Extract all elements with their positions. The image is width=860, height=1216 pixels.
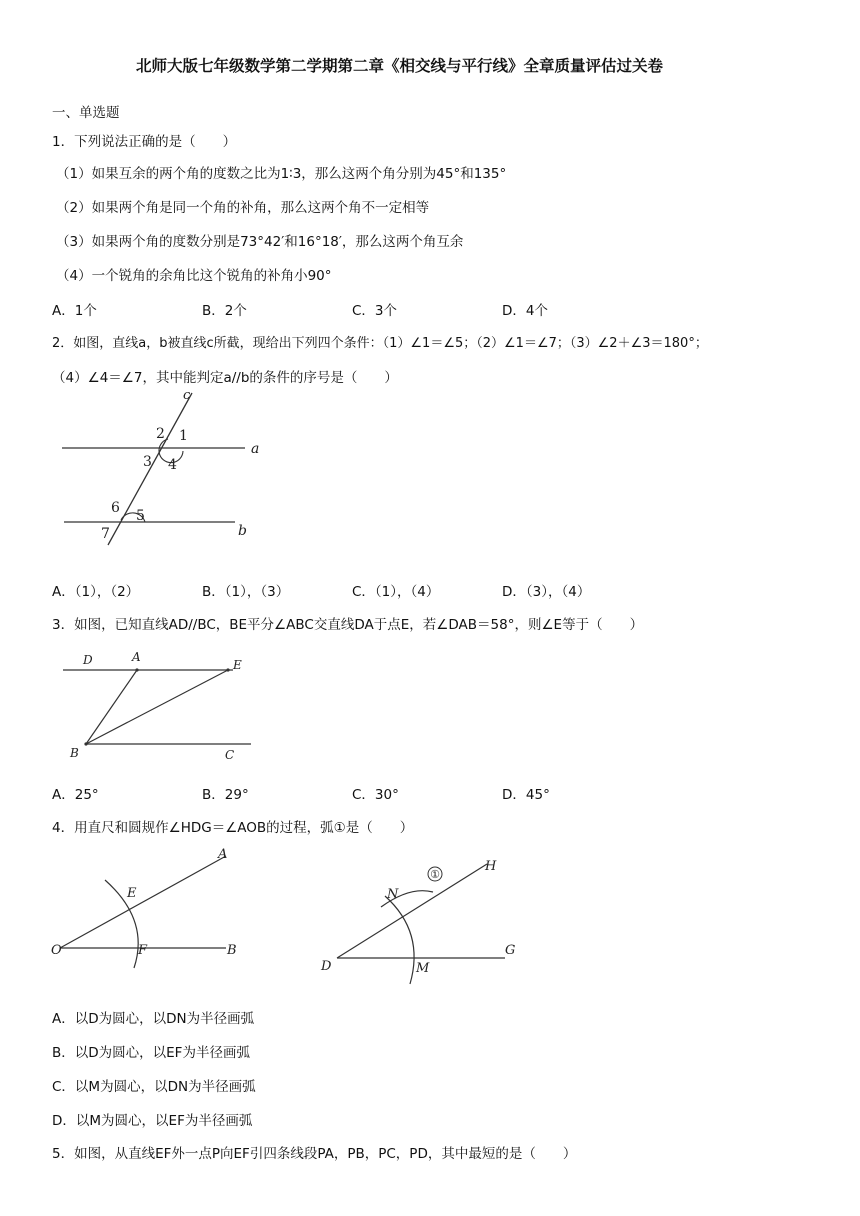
q2-option-d[interactable]: D．（3），（4） (502, 584, 591, 600)
ray-oa (60, 856, 226, 948)
label-n: N (387, 887, 399, 902)
label-2: 2 (156, 426, 165, 442)
q4-figure-2 (315, 852, 535, 992)
label-1: 1 (179, 428, 188, 444)
q1-option-b[interactable]: B．2个 (202, 303, 247, 319)
q1-option-a[interactable]: A．1个 (52, 303, 97, 319)
segment-be (86, 670, 228, 744)
q1-option-d[interactable]: D．4个 (502, 303, 548, 319)
label-g: G (505, 943, 516, 958)
q2-option-b[interactable]: B．（1），（3） (202, 584, 290, 600)
label-b: B (70, 746, 79, 760)
q3-option-b[interactable]: B．29° (202, 787, 249, 803)
ray-dh (337, 864, 487, 958)
label-m: M (416, 961, 430, 976)
q1-item-1: （1）如果互余的两个角的度数之比为1∶3，那么这两个角分别为45°和135° (56, 166, 507, 182)
q5-stem: 5．如图，从直线EF外一点P向EF引四条线段PA，PB，PC，PD，其中最短的是（ ） (52, 1146, 577, 1162)
page-title: 北师大版七年级数学第二学期第二章《相交线与平行线》全章质量评估过关卷 (136, 57, 664, 75)
q3-stem: 3．如图，已知直线AD//BC，BE平分∠ABC交直线DA于点E，若∠DAB＝58°，则∠E等于（ ） (52, 617, 644, 633)
label-c: C (225, 748, 235, 762)
q3-figure (55, 645, 265, 765)
q3-option-d[interactable]: D．45° (502, 787, 550, 803)
label-d: D (83, 653, 93, 667)
arc-nm (385, 896, 414, 984)
q4-option-a[interactable]: A．以D为圆心，以DN为半径画弧 (52, 1011, 255, 1027)
q4-option-c[interactable]: C．以M为圆心，以DN为半径画弧 (52, 1079, 256, 1095)
label-7: 7 (101, 526, 110, 542)
label-e: E (233, 658, 242, 672)
label-c: c (183, 388, 191, 403)
label-o: O (51, 943, 62, 958)
label-a: A (132, 650, 141, 664)
q2-stem-line2: （4）∠4＝∠7，其中能判定a//b的条件的序号是（ ） (52, 370, 398, 386)
label-f: F (138, 943, 148, 958)
q1-option-c[interactable]: C．3个 (352, 303, 398, 319)
q2-figure (50, 385, 280, 560)
label-b: b (238, 523, 247, 539)
q1-item-4: （4）一个锐角的余角比这个锐角的补角小90° (56, 268, 332, 284)
q3-option-a[interactable]: A．25° (52, 787, 99, 803)
label-3: 3 (143, 454, 152, 470)
section-heading: 一、单选题 (52, 105, 120, 121)
label-e: E (127, 886, 137, 901)
label-d: D (321, 959, 332, 974)
label-6: 6 (111, 500, 120, 516)
q4-stem: 4．用直尺和圆规作∠HDG＝∠AOB的过程，弧①是（ ） (52, 820, 414, 836)
label-a: A (218, 847, 228, 862)
q2-stem-line1: 2．如图，直线a，b被直线c所截，现给出下列四个条件：（1）∠1＝∠5；（2）∠1＝∠7；（3）∠2＋∠3＝180°； (52, 336, 708, 351)
segment-ab (86, 670, 137, 744)
label-h: H (485, 859, 497, 874)
label-b: B (227, 943, 237, 958)
q2-option-a[interactable]: A．（1），（2） (52, 584, 140, 600)
q3-option-c[interactable]: C．30° (352, 787, 399, 803)
q4-option-d[interactable]: D．以M为圆心，以EF为半径画弧 (52, 1113, 253, 1129)
arc-label: ① (430, 868, 440, 881)
q4-option-b[interactable]: B．以D为圆心，以EF为半径画弧 (52, 1045, 250, 1061)
label-4: 4 (168, 457, 177, 473)
q1-item-3: （3）如果两个角的度数分别是73°42′和16°18′，那么这两个角互余 (56, 234, 464, 250)
label-5: 5 (136, 508, 145, 524)
q2-option-c[interactable]: C．（1），（4） (352, 584, 440, 600)
q1-stem: 1．下列说法正确的是（ ） (52, 134, 237, 150)
q4-figure-1 (48, 842, 248, 972)
q1-item-2: （2）如果两个角是同一个角的补角，那么这两个角不一定相等 (56, 200, 430, 216)
label-a: a (251, 441, 260, 457)
